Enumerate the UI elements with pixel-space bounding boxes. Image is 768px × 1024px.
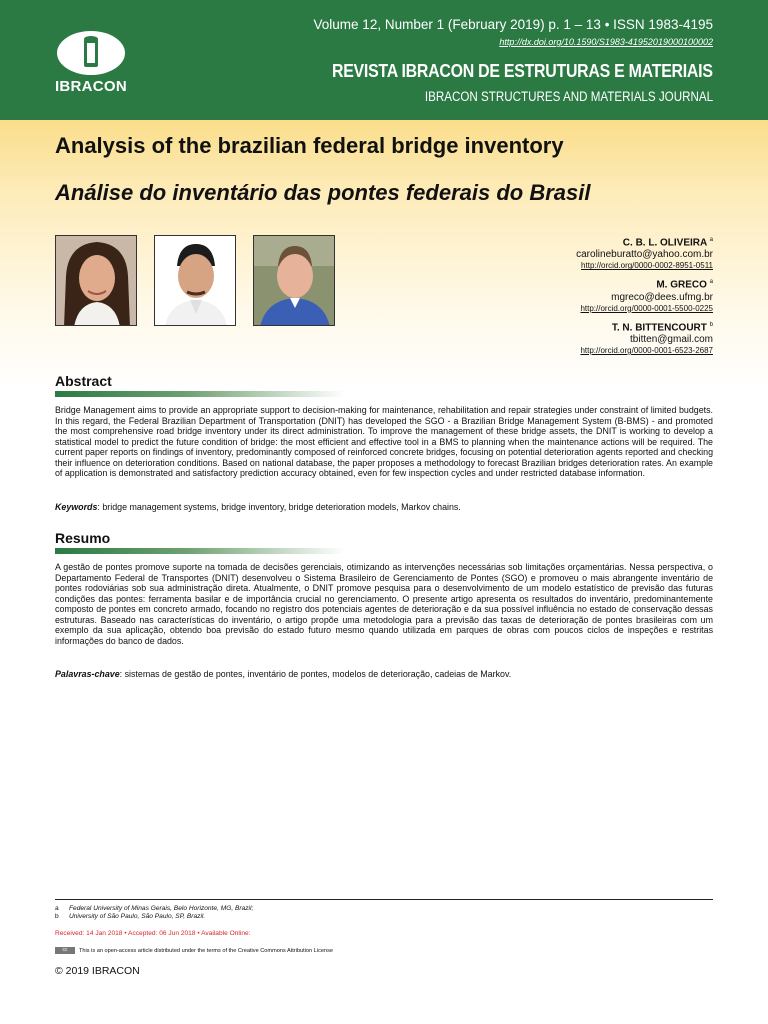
doi-link[interactable]: http://dx.doi.org/10.1590/S1983-41952019000100002 — [499, 37, 713, 47]
logo-text: IBRACON — [54, 78, 128, 95]
journal-name-en: IBRACON STRUCTURES AND MATERIALS JOURNAL — [424, 89, 713, 104]
paper-title-portuguese: Análise do inventário das pontes federais do Brasil — [55, 180, 591, 205]
resumo-divider — [55, 548, 345, 554]
abstract-divider — [55, 391, 345, 397]
author-block — [413, 319, 713, 356]
author-orcid-link[interactable]: http://orcid.org/0000-0001-5500-0225 — [580, 303, 713, 313]
resumo-heading: Resumo — [55, 530, 111, 546]
paper-title-english: Analysis of the brazilian federal bridge inventory — [55, 133, 564, 158]
author-photo-bittencourt — [253, 235, 335, 326]
author-block — [413, 234, 713, 271]
abstract-text: Bridge Management aims to provide an appropriate support to decision-making for maintenance, rehabilitation and repair strategies under constraint of limited budgets. In this regard, the Federal Brazilian Department of Transportation (DNIT) has developed the SGO - a Brazilian Bridge Management System (B-BMS) - and promoted the most comprehensive road bridge inventory under its direct administration. To improve the management of these bridge assets, the DNIT is working to develop a statistical model to predict the future condition of bridge: the most efficient and effective tool in a BMS to planning when the maintenance actions will be required. The current paper reports on findings of inventory, predominantly composed of reinforced concrete bridges, focusing on potential deterioration agents reported and checking their influence on deterioration conditions. Based on national database, the paper proposes a methodology to forecast Brazilian bridges deterioration rates. An example of application is demonstrated and satisfactory prediction accuracy obtained, even for few inspection cycles and under restricted database information. — [55, 405, 713, 478]
author-block — [413, 276, 713, 313]
license-notice: cc This is an open-access article distributed under the terms of the Creative Commons Attribution License — [55, 947, 333, 954]
abstract-heading: Abstract — [55, 373, 112, 389]
footer-rule — [55, 899, 713, 900]
author-email[interactable]: mgreco@dees.ufmg.br — [611, 291, 713, 303]
journal-header — [0, 0, 768, 120]
creative-commons-icon: cc — [55, 947, 75, 954]
ibracon-logo-icon — [56, 30, 126, 76]
copyright: © 2019 IBRACON — [55, 965, 140, 977]
author-name: C. B. L. OLIVEIRA $^a$ — [622, 237, 713, 249]
author-email[interactable]: carolineburatto@yahoo.com.br — [576, 249, 713, 261]
author-photo-greco — [154, 235, 236, 326]
journal-name-pt: REVISTA IBRACON DE ESTRUTURAS E MATERIAIS — [332, 60, 713, 81]
author-orcid-link[interactable]: http://orcid.org/0000-0001-6523-2687 — [580, 345, 713, 355]
affiliation-b: b University of São Paulo, São Paulo, SP, Brazil. — [55, 913, 206, 920]
author-name: T. N. BITTENCOURT $^b$ — [611, 321, 713, 333]
volume-line: Volume 12, Number 1 (February 2019) p. 1 – 13 • ISSN 1983-4195 — [313, 17, 713, 32]
received-dates: Received: 14 Jan 2018 • Accepted: 06 Jun 2018 • Available Online: — [55, 930, 251, 937]
author-orcid-link[interactable]: http://orcid.org/0000-0002-8951-0511 — [581, 261, 713, 271]
resumo-keywords: Palavras-chave: sistemas de gestão de pontes, inventário de pontes, modelos de deterioração, cadeias de Markov. — [55, 669, 512, 679]
resumo-text: A gestão de pontes promove suporte na tomada de decisões gerenciais, otimizando as intervenções necessárias sob limitações orçamentárias. Nessa perspectiva, o Departamento Federal de Transportes (DNIT) desenvolveu o Sistema Brasileiro de Gerenciamento de Pontes (SGO) e promoveu o mais abrangente inventário de pontes rodoviárias sob sua administração direta. Atualmente, o DNIT promove pesquisa para o desenvolvimento de um modelo estatístico de previsão das futuras condições das pontes: ferramenta basilar e de importância crucial no gerenciamento. O presente artigo apresenta os resultados do inventário, predominantemente composto de pontes em concreto armado, focando no registro dos potenciais agentes de deterioração e da sua possível influência no estado de conservação dessas estruturas. Baseado nas características do inventário, o artigo propõe uma metodologia para a previsão das taxas de deterioração de pontes brasileiras com um exemplo da sua aplicação, obtendo boa previsão do estado futuro mesmo quando utilizada em parques de obras com poucos ciclos de inspeções e restritas informações do banco de dados. — [55, 562, 713, 646]
author-photo-oliveira — [55, 235, 137, 326]
author-email[interactable]: tbitten@gmail.com — [630, 333, 713, 345]
author-name: M. GRECO $^a$ — [656, 279, 713, 291]
author-list — [413, 234, 713, 361]
affiliation-a: a Federal University of Minas Gerais, Belo Horizonte, MG, Brazil; — [55, 905, 254, 912]
abstract-keywords: Keywords: bridge management systems, bridge inventory, bridge deterioration models, Markov chains. — [55, 502, 461, 512]
